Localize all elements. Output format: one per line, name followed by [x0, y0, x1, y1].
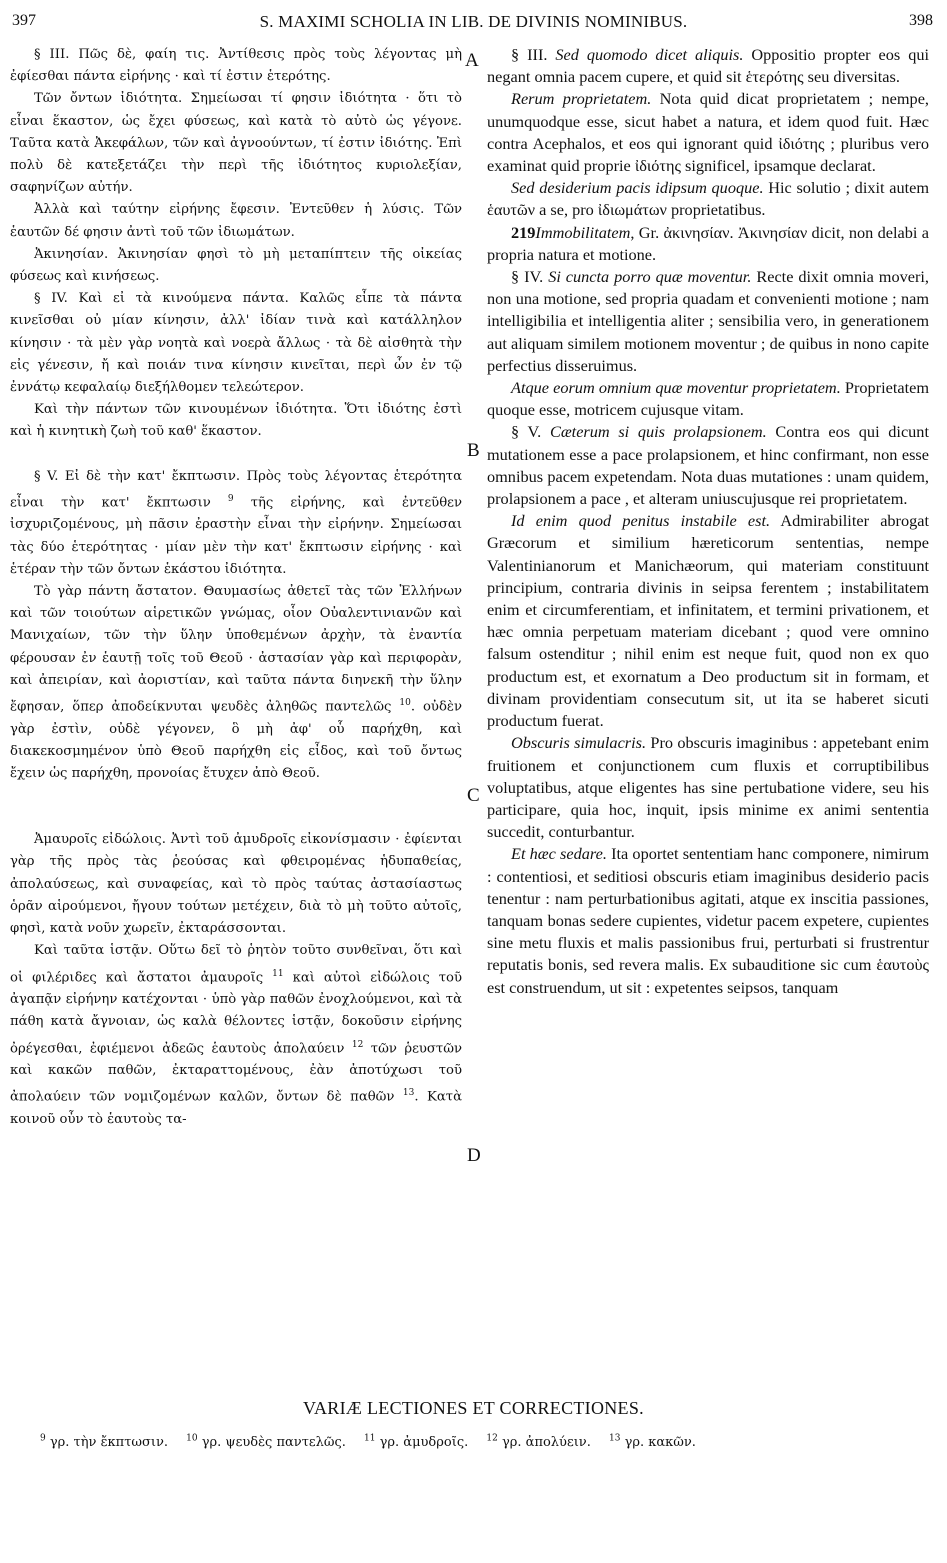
variae-lectiones-title: VARIÆ LECTIONES ET CORRECTIONES. [303, 1398, 644, 1418]
latin-text: Oppositio propter eos qui negant omnia pacem cupere, et quid sit ἑτερότης seu diversitas. [487, 45, 930, 87]
page-number-right: 398 [909, 12, 933, 29]
latin-column [487, 44, 929, 999]
latin-text: Admirabiliter abrogat Græcorum et similium hæreticorum sententias, nempe Valentinianorum et Manichæorum, qui materiam constituunt principium, contraria divinis in seipsa ferentem ; instabilitatem enim et circumferentiam, et infinitatem, et termini privationem, et hæc omnia perpetuam materiam dicebant ; quod vere omnino falsum ostenditur ; nihil enim est neque fuit, quod non ex quo productum est, et exornatum a Deo productum sit in formam, et divinam providentiam consecutum sit, ut ita se haberet sicuti productum fuerat. [487, 511, 930, 731]
greek-text: § V. Εἰ δὲ τὴν κατ' ἔκπτωσιν. Πρὸς τοὺς λέγοντας ἑτερότητα εἶναι τὴν κατ' ἔκπτωσιν [10, 468, 462, 511]
greek-paragraph: Καὶ τὴν πάντων τῶν κινουμένων ἰδιότητα. Ὅτι ἰδιότης ἐστὶ καὶ ἡ κινητικὴ ζωὴ τοῦ καθ' ἕκαστον. [10, 402, 462, 440]
section-mark: § V. [511, 422, 542, 442]
footnote-text: γρ. ἀπολύειν. [501, 1435, 591, 1451]
footnote-text: γρ. κακῶν. [624, 1435, 696, 1451]
footnote [364, 1435, 468, 1450]
latin-text: Recte dixit omnia moveri, non una motione, sed propria quadam et convenienti motione ; nam intelligibilia et intelligentia aliter ; sensibilia vero, in generationem aut aliquam similem motionem moventur ; de quibus in nono capite perfectius disseruimus. [487, 267, 929, 375]
latin-paragraph [487, 843, 929, 998]
page-header [0, 0, 947, 42]
latin-text: Proprietatem quoque esse, motricem cujusque vitam. [487, 378, 929, 420]
section-mark: § III. [511, 45, 548, 64]
greek-paragraph [10, 940, 462, 1131]
variae-lectiones-notes [40, 1434, 920, 1450]
greek-paragraph: Τῶν ὄντων ἰδιότητα. Σημείωσαι τί φησιν ἰδιότητα · ὅτι τὸ εἶναι ἕκαστον, ὡς ἔχει φύσεως, καὶ κατὰ τὸ αὐτὸ ὡς γέγονε. Ταῦτα κατὰ Ἀκεφάλων, τῶν καὶ ἀγνοούντων, τί ἐστιν ἰδιότης. Ἐπὶ πολὺ δὲ κατεξετάζει τὴν περὶ τῆς ἰδιότητος κυριολεξίαν, σαφηνίζων αὐτήν. [10, 91, 462, 196]
lemma: Obscuris simulacris. [511, 733, 647, 753]
greek-paragraph [10, 581, 462, 785]
margin-letter-b: B [467, 440, 480, 461]
latin-paragraph [487, 421, 929, 510]
spacer [10, 785, 462, 829]
latin-text: Hic solutio ; dixit autem ἑαυτῶν a se, pro ἰδιωμάτων proprietatibus. [487, 178, 929, 220]
latin-paragraph [487, 222, 929, 266]
lemma: Id enim quod penitus instabile est. [511, 511, 771, 531]
greek-text: Καὶ ταῦτα ἱστᾷν. Οὕτω δεῖ τὸ ῥητὸν τοῦτο συνθεῖναι, ὅτι καὶ οἱ φιλέριδες καὶ ἄστατοι ἀμαυροῖς [10, 943, 462, 985]
margin-letter-c: C [467, 785, 480, 806]
greek-paragraph: Ἀμαυροῖς εἰδώλοις. Ἀντὶ τοῦ ἀμυδροῖς εἰκονίσμασιν · ἐφίενται γὰρ τῆς πρὸς τὰς ῥεούσας καὶ φθειρομένας ἡδυπαθείας, ἀπολαύσεως, καὶ συναφείας, καὶ τὸ πρὸς ταύτας ἀστασίαστως ὁρᾶν αἱρούμενοι, ἤγουν τούτων μετέχειν, διὰ τὸ μὴ τοῦτο αὐτοῖς, φησὶ, κατὰ νοῦν χωρεῖν, ἐκταράσσονται. [10, 832, 462, 937]
running-title: S. MAXIMI SCHOLIA IN LIB. DE DIVINIS NOMINIBUS. [259, 12, 688, 31]
margin-letter-a: A [465, 50, 479, 71]
greek-text: . οὐδὲν γὰρ ἐστὶν, οὐδὲ γέγονεν, ὃ μὴ ἀφ' οὗ παρήχθη, καὶ διακεκοσμημένον ὑπὸ Θεοῦ παρήχθη εἰς εἶδος, καὶ τοῦ ὄντως ἔχειν ὡς παρήχθη, προνοίας ἔτυχεν ἀπὸ Θεοῦ. [10, 699, 462, 782]
greek-text: καὶ αὐτοὶ εἰδώλοις τοῦ ἀγαπᾷν εἰρήνην κατέχονται · ὑπὸ γὰρ παθῶν ἐνοχλούμενοι, καὶ τὰ πάθη κατὰ ἄγνοιαν, ὡς καλὰ θέλοντες ἱστᾷν, δοκοῦσιν εἰρήνης ὀρέγεσθαι, ἐφιέμενοι ἀδεῶς ἑαυτοὺς ἀπολαύειν [10, 969, 462, 1056]
footnote-text: γρ. τὴν ἔκπτωσιν. [49, 1435, 169, 1451]
footnote [186, 1435, 346, 1450]
note-ref: 13 [402, 1088, 415, 1099]
latin-paragraph [487, 377, 929, 421]
margin-letter-d: D [467, 1145, 481, 1166]
footnote-text: γρ. ψευδὲς παντελῶς. [201, 1435, 346, 1451]
note-ref: 11 [272, 968, 284, 979]
latin-text: Pro obscuris imaginibus : appetebant enim fruitionem et conjunctionem cum fluxis et corruptibilibus voluptatibus, atque eligentes has sine pertubatione videre, seu his participare, quia hoc, inquit, ipsis minime ex animi sententia succedit, conturbantur. [487, 733, 929, 842]
latin-paragraph [487, 177, 929, 221]
greek-paragraph [10, 466, 462, 581]
latin-text: Nota quid dicat proprietatem ; nempe, unumquodque esse, sicut habet a natura, et idem quod fuit. Hæc contra Acephalos, et eos qui ignorant quid ἰδιότης ; pluribus vero examinat quid proprie ἰδιότης significel, ipsamque declarat. [487, 89, 929, 176]
lemma: Sed desiderium pacis idipsum quoque. [511, 178, 764, 198]
note-ref: 10 [399, 698, 411, 709]
lemma: Si cuncta porro quæ moventur. [548, 267, 752, 287]
footnote-number: 11 [364, 1434, 376, 1444]
footnote-number: 9 [40, 1434, 46, 1444]
page-number-left: 397 [12, 12, 36, 29]
lemma: Immobilitatem [535, 222, 631, 242]
footnote [609, 1435, 696, 1450]
greek-text: Τὸ γὰρ πάντη ἄστατον. Θαυμασίως ἀθετεῖ τὰς τῶν Ἑλλήνων καὶ τῶν τοιούτων αἱρετικῶν γνώμας, οἷον Οὐαλεντινιανῶν καὶ Μανιχαίων, τῶν τὴν ὕλην ὑποθεμένων ἀρχὴν, τὰ ἐναντία φέρουσαν ἐν ἑαυτῇ τοῖς τοῦ Θεοῦ · ἀστασίαν γὰρ καὶ περιφορὰν, καὶ ἀπειρίαν, καὶ ἀοριστίαν, καὶ ταῦτα πάντα διηνεκῆ τὴν ὕλην ἔφησαν, ὅπερ ἀποδείκνυται ψευδὲς ἀληθῶς παντελῶς [10, 584, 462, 715]
latin-paragraph [487, 510, 929, 732]
lemma: Rerum proprietatem. [511, 89, 652, 109]
greek-paragraph: § III. Πῶς δὲ, φαίη τις. Ἀντίθεσις πρὸς τοὺς λέγοντας μὴ ἐφίεσθαι πάντα εἰρήνης · καὶ τί ἐστιν ἑτερότης. [10, 47, 462, 85]
latin-paragraph [487, 88, 929, 177]
greek-column [10, 44, 462, 1131]
latin-text: Ita oportet sententiam hanc componere, nimirum : contentiosi, et seditiosi obscuris etiam imaginibus desiderio pacis tenentur : nam perturbationibus agitati, atque ex inscitia passiones, tanquam bonas sedere cupientes, videtur pacem expetere, cupientes sine metu fluxis et malis passionibus frui, perturbati si frustrentur reputatis bonis, sed revera malis. Ex subauditione sic cum ἑαυτοὺς est construendum, ut sit : expetentes seipsos, tanquam [487, 844, 929, 997]
latin-paragraph [487, 266, 929, 377]
greek-paragraph: Ἀλλὰ καὶ ταύτην εἰρήνης ἔφεσιν. Ἐντεῦθεν ἡ λύσις. Τῶν ἑαυτῶν δέ φησιν ἀντὶ τοῦ τῶν ἰδιωμάτων. [10, 202, 462, 240]
latin-text: , Gr. ἀκινησίαν. Ἀκινησίαν dicit, non delabi a propria natura et motione. [487, 222, 929, 264]
column-number: 219 [511, 222, 536, 242]
footnote-number: 10 [186, 1434, 198, 1444]
lemma: Atque eorum omnium quæ moventur proprietatem. [511, 378, 841, 398]
section-mark: § IV. [511, 267, 544, 287]
greek-paragraph: § IV. Καὶ εἰ τὰ κινούμενα πάντα. Καλῶς εἶπε τὰ πάντα κινεῖσθαι οὐ μίαν κίνησιν, ἀλλ' ἰδίαν τινὰ καὶ κατάλληλον κίνησιν · τὰ μὲν γὰρ νοητὰ καὶ νοερὰ ἄλλως · τὰ δὲ αἰσθητὰ τὴν εἰς γένεσιν, ἤ καὶ ποιάν τινα κίνησιν κινεῖται, περὶ ὧν ἐν τῷ ἐννάτῳ κεφαλαίῳ διεξήλθομεν τελεώτερον. [10, 291, 462, 396]
footnote [40, 1435, 168, 1450]
latin-paragraph [487, 732, 929, 843]
footnote-number: 13 [608, 1434, 621, 1444]
latin-text: Contra eos qui dicunt mutationem esse a pace prolapsionem, et hinc confirmant, non esse omnibus pacem expetendam. Nota duas mutationes : unam quidem, prolapsionem a pace , et alteram uniuscujusque rei proprietatem. [487, 422, 929, 509]
latin-paragraph [487, 44, 929, 88]
greek-text: . Κατὰ κοινοῦ οὖν τὸ ἑαυτοὺς τα- [10, 1089, 462, 1127]
greek-text: τῆς εἰρήνης, καὶ ἐντεῦθεν ἰσχυριζομένους, μὴ πᾶσιν ἐραστὴν εἶναι τὴν εἰρήνην. Σημείωσαι τὰς δύο ἑτερότητας · μίαν μὲν τὴν κατ' ἔκπτωσιν εἰρήνης · καὶ ἑτέραν τὴν τῶν ὄντων ἑκάστου ἰδιότητα. [10, 495, 462, 577]
footnote-text: γρ. ἀμυδροῖς. [379, 1435, 469, 1451]
lemma: Et hæc sedare. [511, 844, 607, 864]
greek-text: τῶν ῥευστῶν καὶ κακῶν παθῶν, ἐκταραττομένους, ἐὰν ἀποτύχωσι τοῦ ἀπολαύειν τῶν νομιζομένων καλῶν, ὄντων δὲ παθῶν [10, 1040, 462, 1105]
note-ref: 9 [227, 493, 234, 504]
footnote-number: 12 [486, 1434, 498, 1444]
greek-paragraph: Ἀκινησίαν. Ἀκινησίαν φησὶ τὸ μὴ μεταπίπτειν τῆς οἰκείας φύσεως καὶ κινήσεως. [10, 246, 462, 285]
note-ref: 12 [351, 1039, 364, 1050]
lemma: Sed quomodo dicet aliquis. [555, 45, 744, 64]
footnote [486, 1435, 590, 1450]
spacer [10, 444, 462, 466]
lemma: Cæterum si quis prolapsionem. [549, 422, 767, 442]
